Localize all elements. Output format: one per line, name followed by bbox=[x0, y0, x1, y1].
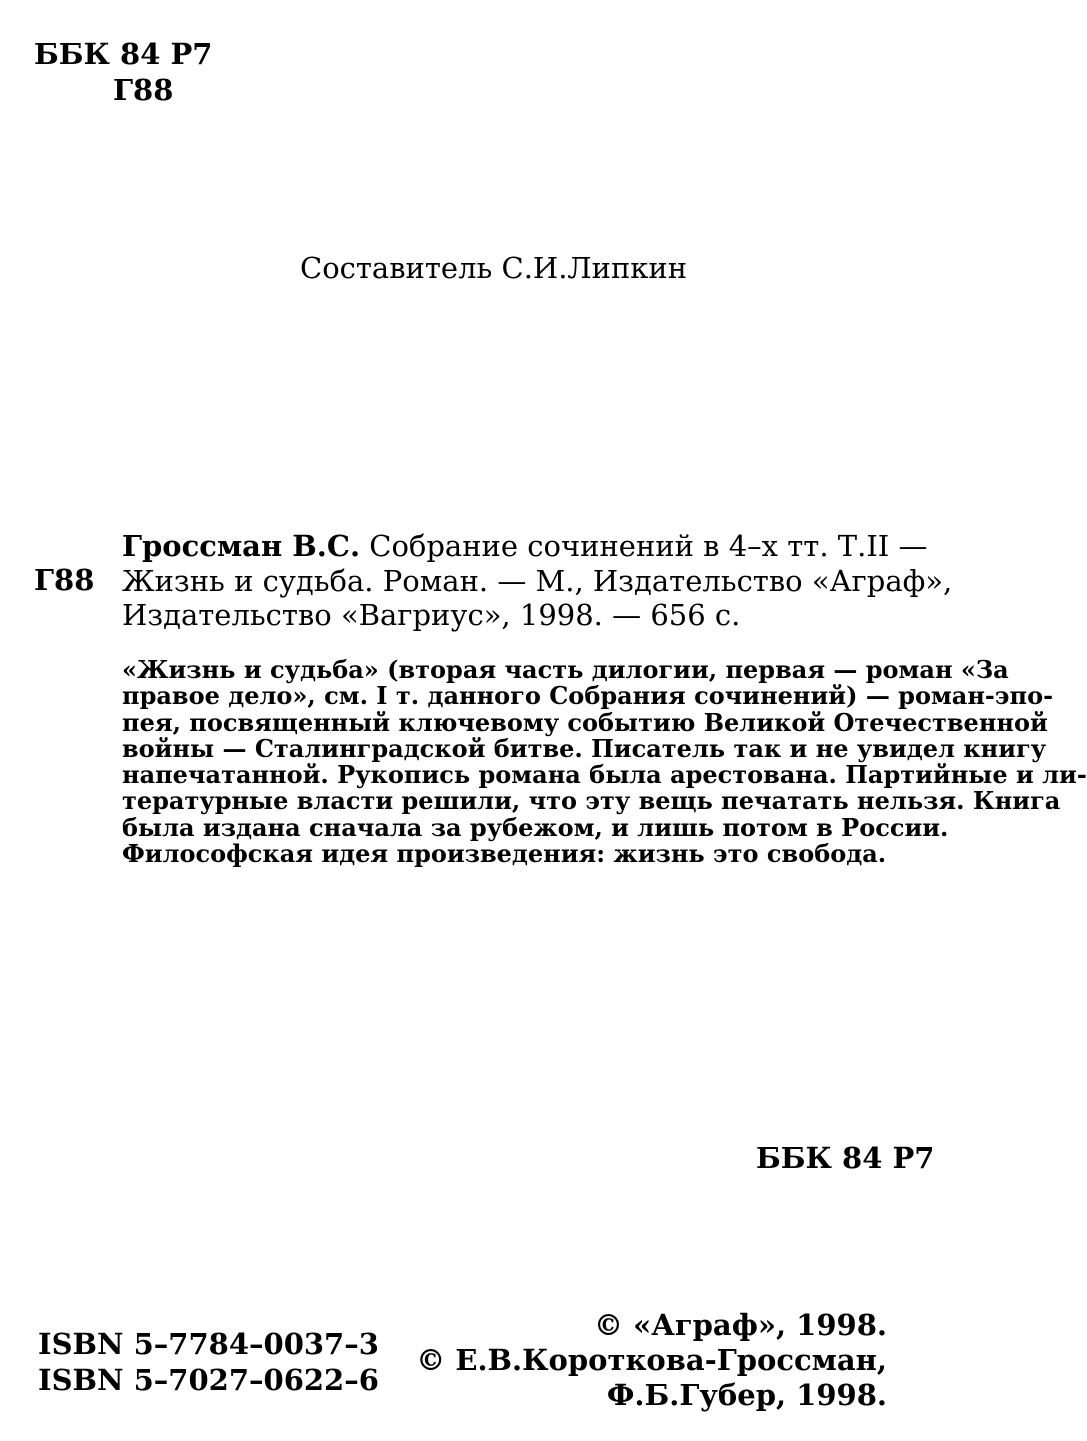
compiler-line: Составитель С.И.Липкин bbox=[300, 251, 688, 285]
isbn-line: ISBN 5–7027–0622–6 bbox=[38, 1363, 379, 1397]
biblio-line-1 bbox=[122, 529, 952, 564]
annotation-line: правое дело», см. I т. данного Собрания сочинений) — роман-эпо- bbox=[122, 681, 1054, 711]
annotation-line: «Жизнь и судьба» (вторая часть дилогии, первая — роман «За bbox=[122, 655, 1009, 684]
copyright-line: © Е.В.Короткова-Гроссман, bbox=[416, 1343, 887, 1377]
isbn-block bbox=[38, 1326, 379, 1398]
author-code-side: Г88 bbox=[34, 563, 95, 597]
annotation bbox=[122, 657, 1087, 867]
copyright-line: © «Аграф», 1998. bbox=[594, 1308, 887, 1342]
bbk-code-bottom: ББК 84 Р7 bbox=[756, 1141, 935, 1175]
copyright-block bbox=[416, 1308, 887, 1413]
biblio-title: Собрание сочинений в 4–х тт. Т.II — bbox=[360, 529, 928, 563]
biblio-line-3: Издательство «Вагриус», 1998. — 656 с. bbox=[122, 598, 741, 632]
biblio-line-2: Жизнь и судьба. Роман. — М., Издательство «Аграф», bbox=[122, 563, 953, 598]
annotation-line: была издана сначала за рубежом, и лишь потом в России. bbox=[122, 812, 949, 842]
annotation-line: напечатанной. Рукопись романа была арестована. Партийные и ли- bbox=[122, 760, 1087, 790]
annotation-line: войны — Сталинградской битве. Писатель так и не увидел книгу bbox=[122, 733, 1047, 763]
annotation-line: Философская идея произведения: жизнь это свобода. bbox=[122, 839, 887, 869]
bbk-code-top: ББК 84 Р7 bbox=[34, 37, 213, 71]
isbn-line: ISBN 5–7784–0037–3 bbox=[38, 1327, 379, 1361]
biblio-author: Гроссман В.С. bbox=[122, 529, 361, 563]
author-code-top: Г88 bbox=[113, 73, 174, 107]
annotation-line: пея, посвященный ключевому событию Великой Отечественной bbox=[122, 707, 1048, 737]
bibliographic-record bbox=[122, 529, 952, 633]
copyright-line: Ф.Б.Губер, 1998. bbox=[606, 1378, 887, 1412]
annotation-line: тературные власти решили, что эту вещь печатать нельзя. Книга bbox=[122, 786, 1061, 816]
